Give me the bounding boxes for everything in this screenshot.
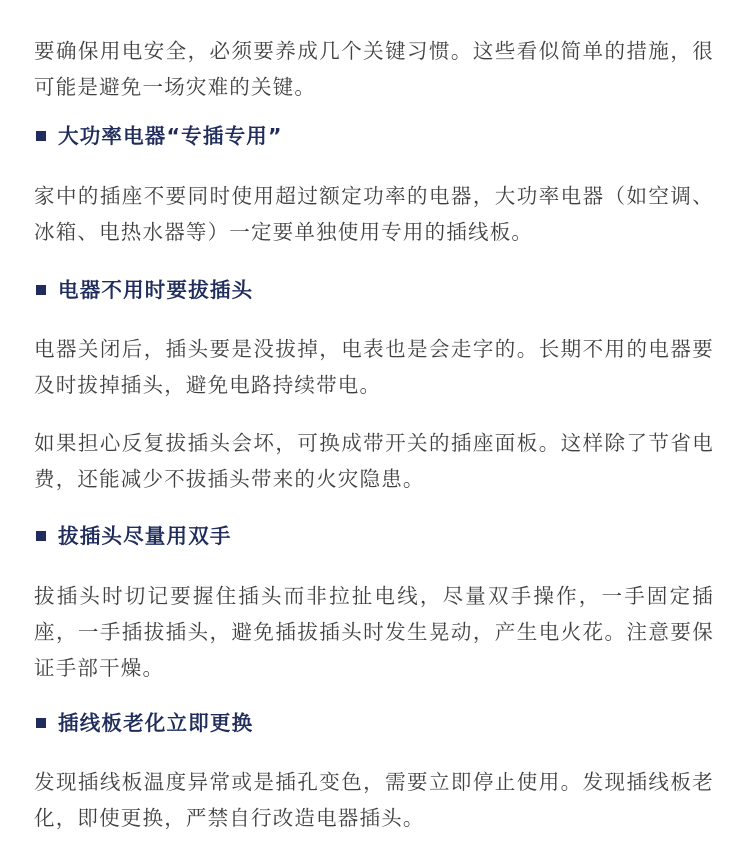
section-heading-text: 大功率电器“专插专用” <box>58 124 283 148</box>
section-heading-use-both-hands <box>34 518 714 554</box>
section-paragraph: 家中的插座不要同时使用超过额定功率的电器，大功率电器（如空调、冰箱、电热水器等）一定要单独使用专用的插线板。 <box>34 184 714 244</box>
section-heading-text: 电器不用时要拔插头 <box>58 278 254 302</box>
section-paragraph: 电器关闭后，插头要是没拔掉，电表也是会走字的。长期不用的电器要及时拔掉插头，避免电路持续带电。 <box>34 337 714 397</box>
section-paragraph: 拔插头时切记要握住插头而非拉扯电线，尽量双手操作，一手固定插座，一手插拔插头，避免插拔插头时发生晃动，产生电火花。注意要保证手部干燥。 <box>34 584 714 680</box>
square-bullet-icon <box>36 718 46 728</box>
section-paragraph: 发现插线板温度异常或是插孔变色，需要立即停止使用。发现插线板老化，即使更换，严禁自行改造电器插头。 <box>34 770 714 830</box>
intro-paragraph: 要确保用电安全，必须要养成几个关键习惯。这些看似简单的措施，很可能是避免一场灾难的关键。 <box>34 39 714 99</box>
section-heading-unplug-when-unused <box>34 272 714 308</box>
section-heading-replace-aged-power-strip <box>34 705 714 741</box>
square-bullet-icon <box>36 531 46 541</box>
section-heading-high-power-appliances <box>34 118 714 154</box>
section-paragraph: 如果担心反复拔插头会坏，可换成带开关的插座面板。这样除了节省电费，还能减少不拔插头带来的火灾隐患。 <box>34 431 714 491</box>
section-heading-text: 插线板老化立即更换 <box>58 711 254 735</box>
section-heading-text: 拔插头尽量用双手 <box>58 524 232 548</box>
square-bullet-icon <box>36 285 46 295</box>
square-bullet-icon <box>36 131 46 141</box>
